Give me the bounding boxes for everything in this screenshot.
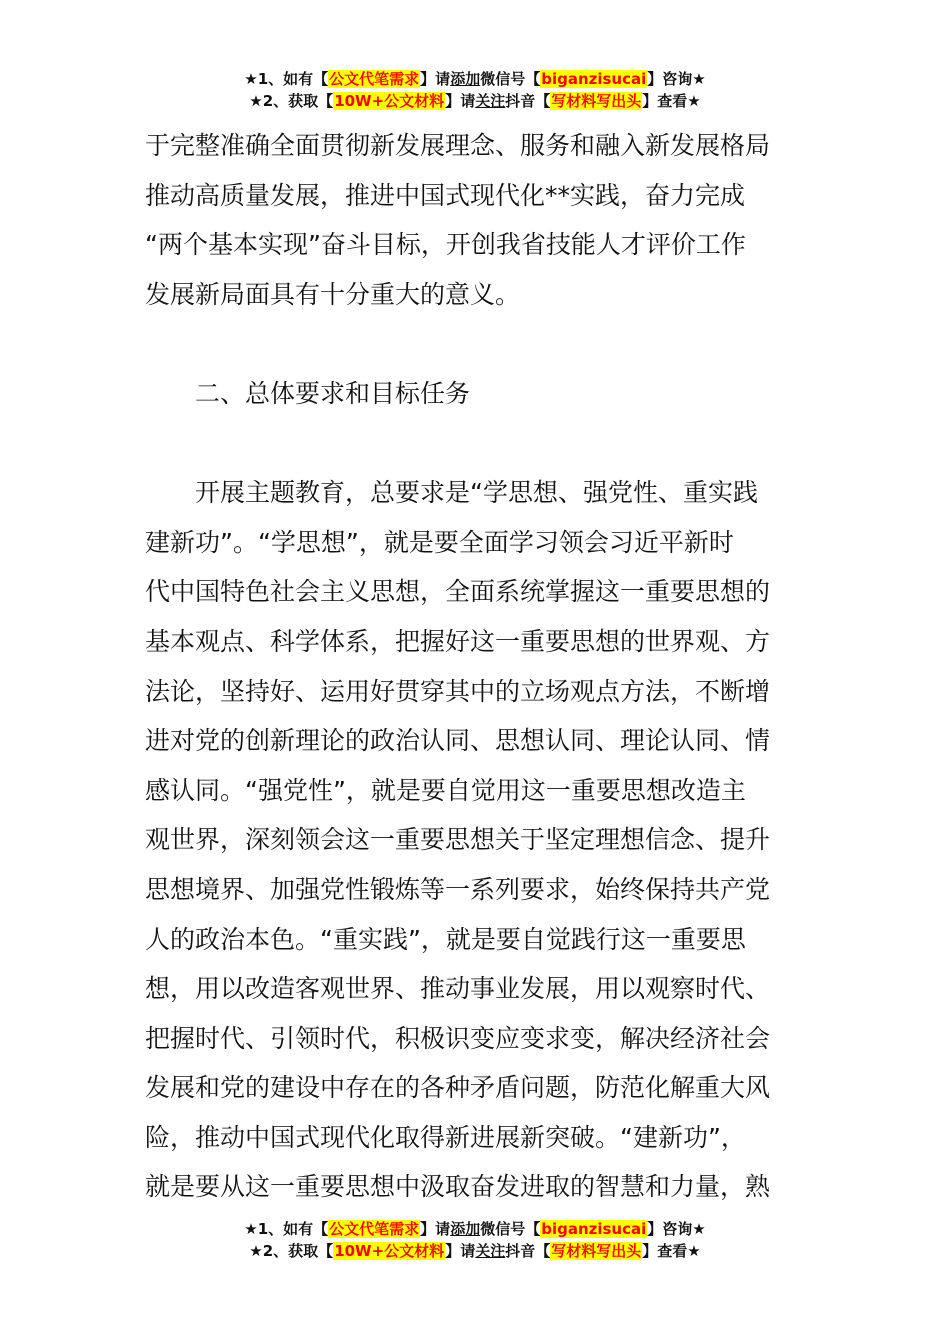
banner-text: 】咨询★ — [647, 1220, 706, 1238]
banner-text: ★1、如有【 — [244, 70, 329, 88]
top-banner — [0, 68, 950, 112]
section-heading: 二、总体要求和目标任务 — [195, 378, 471, 408]
text-line: 就是要从这一重要思想中汲取奋发进取的智慧和力量，熟 — [145, 1172, 771, 1202]
paragraph-gap — [145, 419, 810, 469]
text-line: 想，用以改造客观世界、推动事业发展，用以观察时代、 — [145, 974, 771, 1004]
banner-line-2 — [0, 1240, 950, 1262]
document-body — [145, 121, 810, 1212]
text-line: 发展和党的建设中存在的各种矛盾问题，防范化解重大风 — [145, 1073, 771, 1103]
banner-highlight: 写材料写出头 — [551, 92, 642, 110]
banner-text: ★2、获取【 — [249, 1242, 334, 1260]
banner-text: 】请 — [420, 1220, 451, 1238]
text-line: 发展新局面具有十分重大的意义。 — [145, 279, 521, 309]
banner-text: 】咨询★ — [647, 70, 706, 88]
text-line: 把握时代、引领时代，积极识变应变求变，解决经济社会 — [145, 1023, 771, 1053]
banner-text: 】查看★ — [642, 92, 701, 110]
text-line: 开展主题教育，总要求是“学思想、强党性、重实践 — [195, 478, 758, 508]
banner-line-2 — [0, 90, 950, 112]
banner-text: 微信号【 — [480, 70, 541, 88]
banner-underline: 添加 — [450, 1220, 481, 1238]
banner-highlight: 10W+公文材料 — [334, 92, 445, 110]
paragraph-gap — [145, 319, 810, 369]
banner-highlight: 写材料写出头 — [551, 1242, 642, 1260]
banner-line-1 — [0, 68, 950, 90]
banner-underline: 关注 — [475, 92, 506, 110]
text-line: 进对党的创新理论的政治认同、思想认同、理论认同、情 — [145, 726, 771, 756]
banner-text: 】请 — [420, 70, 451, 88]
banner-line-1 — [0, 1218, 950, 1240]
text-line: 观世界，深刻领会这一重要思想关于坚定理想信念、提升 — [145, 825, 771, 855]
text-line: 感认同。“强党性”，就是要自觉用这一重要思想改造主 — [145, 775, 746, 805]
banner-highlight: 公文代笔需求 — [329, 70, 420, 88]
text-line: 推动高质量发展，推进中国式现代化**实践，奋力完成 — [145, 180, 746, 210]
banner-highlight: 10W+公文材料 — [334, 1242, 445, 1260]
text-line: 基本观点、科学体系，把握好这一重要思想的世界观、方 — [145, 626, 771, 656]
banner-highlight: 公文代笔需求 — [329, 1220, 420, 1238]
banner-highlight: biganzisucai — [541, 70, 647, 88]
bottom-banner — [0, 1218, 950, 1262]
text-line: 人的政治本色。“重实践”，就是要自觉践行这一重要思 — [145, 924, 746, 954]
banner-underline: 关注 — [475, 1242, 506, 1260]
text-line: 法论，坚持好、运用好贯穿其中的立场观点方法，不断增 — [145, 676, 771, 706]
banner-text: ★1、如有【 — [244, 1220, 329, 1238]
banner-text: 抖音【 — [505, 1242, 551, 1260]
banner-highlight: biganzisucai — [541, 1220, 647, 1238]
text-line: 险，推动中国式现代化取得新进展新突破。“建新功”， — [145, 1122, 746, 1152]
banner-underline: 添加 — [450, 70, 481, 88]
banner-text: 微信号【 — [480, 1220, 541, 1238]
banner-text: ★2、获取【 — [249, 92, 334, 110]
text-line: 建新功”。“学思想”，就是要全面学习领会习近平新时 — [145, 527, 734, 557]
banner-text: 】请 — [445, 92, 476, 110]
text-line: “两个基本实现”奋斗目标，开创我省技能人才评价工作 — [145, 230, 746, 260]
banner-text: 抖音【 — [505, 92, 551, 110]
text-line: 思想境界、加强党性锻炼等一系列要求，始终保持共产党 — [145, 874, 771, 904]
text-line: 代中国特色社会主义思想，全面系统掌握这一重要思想的 — [145, 577, 771, 607]
banner-text: 】请 — [445, 1242, 476, 1260]
banner-text: 】查看★ — [642, 1242, 701, 1260]
text-line: 于完整准确全面贯彻新发展理念、服务和融入新发展格局 — [145, 131, 771, 160]
